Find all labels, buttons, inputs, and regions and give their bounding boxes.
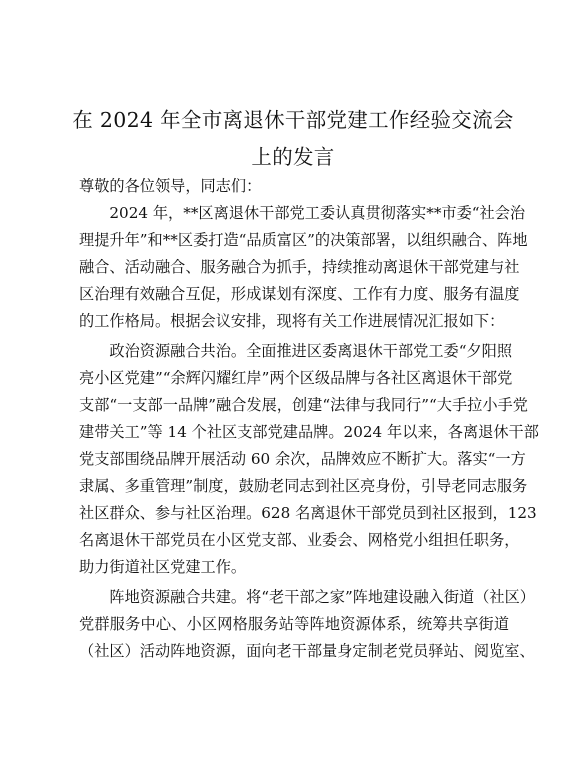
body-line: 融合、活动融合、服务融合为抓手，持续推动离退休干部党建与社 (79, 258, 520, 276)
body-line: 政治资源融合共治。全面推进区委离退休干部党工委“夕阳照 (79, 342, 513, 360)
body-line: 党支部围绕品牌开展活动 60 余次，品牌效应不断扩大。落实“一方 (79, 450, 526, 468)
body-line: 阵地资源融合共建。将“老干部之家”阵地建设融入街道（社区） (79, 588, 535, 606)
salutation: 尊敬的各位领导，同志们： (79, 177, 262, 195)
body-line: 的工作格局。根据会议安排，现将有关工作进展情况汇报如下： (79, 312, 505, 330)
body-line: 理提升年”和**区委打造“品质富区”的决策部署，以组织融合、阵地 (79, 231, 528, 249)
body-line: 隶属、多重管理”制度，鼓励老同志到社区亮身份，引导老同志服务 (79, 477, 528, 495)
body-line: 社区群众、参与社区治理。628 名离退休干部党员到社区报到，123 (79, 504, 537, 522)
body-line: 支部“一支部一品牌”融合发展，创建“法律与我同行”“大手拉小手党 (79, 396, 528, 414)
body-line: （社区）活动阵地资源，面向老干部量身定制老党员驿站、阅览室、 (79, 642, 535, 660)
document-title-line-1: 在 2024 年全市离退休干部党建工作经验交流会 (72, 108, 514, 132)
body-line: 建带关工”等 14 个社区支部党建品牌。2024 年以来，各离退休干部 (79, 423, 539, 441)
body-line: 党群服务中心、小区网格服务站等阵地资源体系，统筹共享街道 (79, 615, 509, 633)
body-line: 2024 年，**区离退休干部党工委认真贯彻落实**市委“社会治 (79, 204, 526, 222)
document-title-line-2: 上的发言 (251, 145, 335, 169)
body-line: 名离退休干部党员在小区党支部、业委会、网格党小组担任职务， (79, 531, 520, 549)
body-line: 亮小区党建”“余辉闪耀红岸”两个区级品牌与各社区离退休干部党 (79, 369, 513, 387)
body-line: 助力街道社区党建工作。 (79, 558, 247, 576)
body-line: 区治理有效融合互促，形成谋划有深度、工作有力度、服务有温度 (79, 285, 520, 303)
